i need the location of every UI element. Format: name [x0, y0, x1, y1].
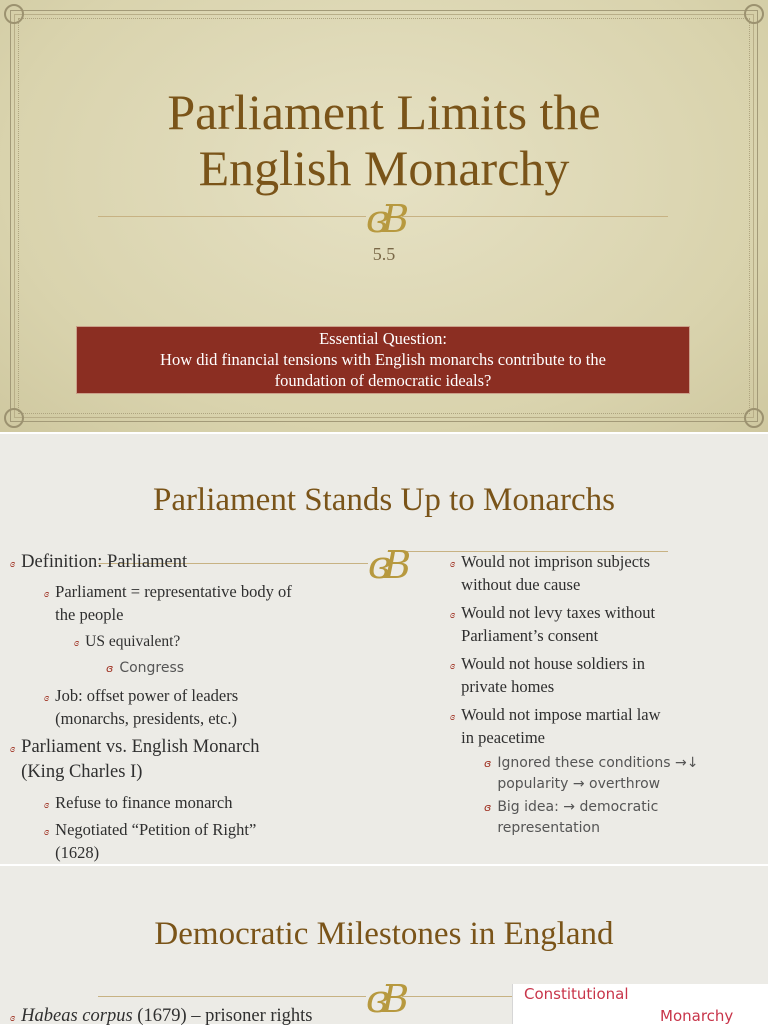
corner-ornament-icon: [744, 408, 764, 428]
bullet-icon: ɞ: [44, 799, 48, 811]
flourish-ornament-icon: ɞB: [366, 197, 402, 241]
slide-subtitle: 5.5: [372, 244, 396, 264]
bullet-icon: ɞ: [106, 662, 112, 675]
list-item: ɞ Negotiated “Petition of Right” (1628): [44, 820, 257, 862]
list-item: ɞ Parliament = representative body of the people: [44, 582, 292, 624]
bullet-icon: ɞ: [44, 826, 48, 838]
bullet-icon: ɞ: [450, 609, 454, 621]
slide-title: Parliament Stands Up to Monarchs: [153, 482, 615, 518]
essential-question-line-2: foundation of democratic ideals?: [274, 371, 492, 390]
slide-title: Democratic Milestones in England: [154, 916, 614, 952]
list-item: ɞ Would not imprison subjects without due cause: [450, 552, 651, 594]
list-item: ɞ Would not impose martial law in peacetime: [450, 705, 661, 747]
corner-ornament-icon: [4, 408, 24, 428]
list-item: ɞ Congress: [106, 660, 185, 676]
handwritten-note-line-1: Constitutional: [524, 985, 629, 1003]
list-item: ɞ Ignored these conditions →↓ popularity → overthrow: [484, 755, 699, 792]
essential-question-box: [76, 326, 690, 394]
divider-line-left: [98, 216, 366, 217]
divider-line-right: [402, 216, 668, 217]
bullet-icon: ɞ: [484, 757, 490, 770]
essential-question-line-1: How did financial tensions with English monarchs contribute to the: [160, 350, 606, 369]
divider-line-left: [98, 996, 366, 997]
bullet-icon: ɞ: [450, 711, 454, 723]
slide-title-line-2: English Monarchy: [198, 140, 570, 196]
flourish-ornament-icon: ɞB: [366, 977, 402, 1021]
bullet-icon: ɞ: [10, 743, 14, 755]
list-item: ɞ Would not house soldiers in private homes: [450, 654, 645, 696]
habeas-corpus-term: Habeas corpus: [21, 1006, 133, 1026]
list-item: ɞ Definition: Parliament: [10, 552, 188, 572]
bullet-icon: ɞ: [10, 1012, 14, 1024]
bullet-icon: ɞ: [10, 558, 14, 570]
handwritten-note-line-2: Monarchy: [660, 1007, 734, 1025]
list-item: ɞ Parliament vs. English Monarch (King Charles I): [10, 737, 260, 782]
bullet-icon: ɞ: [44, 692, 48, 704]
list-item: ɞ Refuse to finance monarch: [44, 793, 233, 812]
essential-question-label: Essential Question:: [319, 329, 447, 348]
list-item: ɞ Job: offset power of leaders (monarchs, presidents, etc.): [44, 686, 239, 728]
corner-ornament-icon: [4, 4, 24, 24]
divider-line-right: [402, 996, 512, 997]
list-item: ɞ US equivalent?: [74, 633, 181, 650]
list-item: ɞ Would not levy taxes without Parliament’s consent: [450, 603, 656, 645]
bullet-icon: ɞ: [484, 801, 490, 814]
slide-title: [40, 84, 728, 196]
bullet-icon: ɞ: [450, 660, 454, 672]
corner-ornament-icon: [744, 4, 764, 24]
slide-title-line-1: Parliament Limits the: [167, 84, 601, 140]
flourish-ornament-icon: ɞB: [368, 543, 404, 587]
list-item: ɞ Big idea: → democratic representation: [484, 799, 659, 836]
bullet-icon: ɞ: [74, 637, 78, 649]
list-item: ɞ Habeas corpus (1679) – prisoner rights: [10, 1006, 313, 1026]
bullet-icon: ɞ: [450, 558, 454, 570]
bullet-icon: ɞ: [44, 588, 48, 600]
